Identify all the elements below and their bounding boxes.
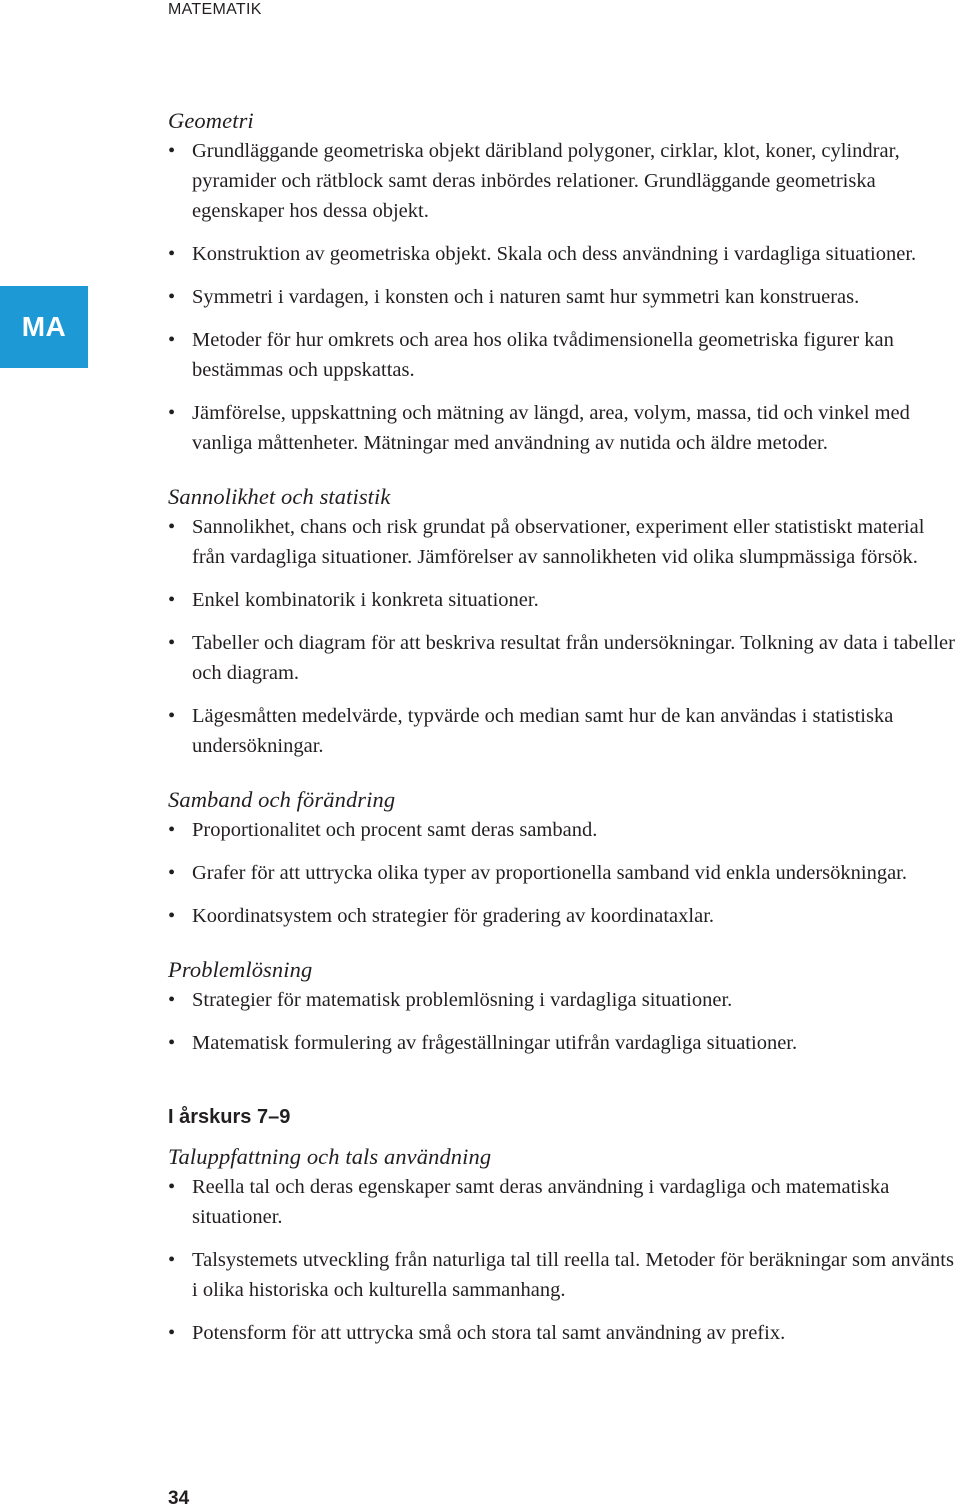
list-item-text: Strategier för matematisk problemlösning i vardagliga situationer. xyxy=(192,989,733,1011)
list-item-text: Tabeller och diagram för att beskriva resultat från undersökningar. Tolkning av data i tabeller och diagram. xyxy=(192,632,955,684)
bullet-icon: • xyxy=(168,1322,176,1344)
bullet-icon: • xyxy=(168,819,176,841)
list-item-text: Proportionalitet och procent samt deras samband. xyxy=(192,819,598,841)
list-item-text: Jämförelse, uppskattning och mätning av längd, area, volym, massa, tid och vinkel med vanliga måttenheter. Mätningar med användning av nutida och äldre metoder. xyxy=(192,402,910,454)
bullet-icon: • xyxy=(168,632,176,654)
bullet-list xyxy=(168,1172,960,1348)
list-item-text: Metoder för hur omkrets och area hos olika tvådimensionella geometriska figurer kan bestämmas och uppskattas. xyxy=(192,329,894,381)
list-item xyxy=(168,239,960,269)
bullet-list xyxy=(168,985,960,1058)
bullet-icon: • xyxy=(168,243,176,265)
list-item-text: Potensform för att uttrycka små och stora tal samt användning av prefix. xyxy=(192,1322,786,1344)
list-item xyxy=(168,136,960,226)
content-section xyxy=(168,480,960,761)
sections-group-a xyxy=(168,104,960,1058)
list-item xyxy=(168,585,960,615)
bullet-icon: • xyxy=(168,989,176,1011)
bullet-icon: • xyxy=(168,516,176,538)
bullet-icon: • xyxy=(168,286,176,308)
list-item-text: Grundläggande geometriska objekt däribland polygoner, cirklar, klot, koner, cylindrar, pyramider och rätblock samt deras inbördes relationer. Grundläggande geometriska egenskaper hos dessa objekt. xyxy=(192,140,900,222)
bullet-icon: • xyxy=(168,589,176,611)
list-item-text: Enkel kombinatorik i konkreta situationer. xyxy=(192,589,539,611)
list-item xyxy=(168,815,960,845)
grade-heading: I årskurs 7–9 xyxy=(168,1106,291,1128)
section-title: Taluppfattning och tals användning xyxy=(168,1144,492,1169)
list-item-text: Symmetri i vardagen, i konsten och i naturen samt hur symmetri kan konstrueras. xyxy=(192,286,860,308)
bullet-icon: • xyxy=(168,1176,176,1198)
content xyxy=(168,104,960,1370)
list-item xyxy=(168,701,960,761)
section-title: Problemlösning xyxy=(168,957,313,982)
content-section xyxy=(168,953,960,1058)
list-item xyxy=(168,1245,960,1305)
list-item-text: Matematisk formulering av frågeställningar utifrån vardagliga situationer. xyxy=(192,1032,798,1054)
list-item xyxy=(168,628,960,688)
bullet-icon: • xyxy=(168,402,176,424)
bullet-icon: • xyxy=(168,140,176,162)
bullet-icon: • xyxy=(168,1249,176,1271)
list-item-text: Lägesmåtten medelvärde, typvärde och median samt hur de kan användas i statistiska undersökningar. xyxy=(192,705,894,757)
list-item-text: Konstruktion av geometriska objekt. Skala och dess användning i vardagliga situationer. xyxy=(192,243,917,265)
subject-tab-label: MA xyxy=(21,311,67,342)
list-item-text: Grafer för att uttrycka olika typer av proportionella samband vid enkla undersökningar. xyxy=(192,862,907,884)
bullet-icon: • xyxy=(168,905,176,927)
section-title: Geometri xyxy=(168,108,254,133)
list-item-text: Reella tal och deras egenskaper samt deras användning i vardagliga och matematiska situationer. xyxy=(192,1176,890,1228)
section-title: Samband och förändring xyxy=(168,787,396,812)
bullet-icon: • xyxy=(168,329,176,351)
list-item xyxy=(168,325,960,385)
bullet-list xyxy=(168,512,960,761)
content-section xyxy=(168,104,960,458)
bullet-icon: • xyxy=(168,705,176,727)
list-item-text: Koordinatsystem och strategier för gradering av koordinataxlar. xyxy=(192,905,715,927)
running-header: MATEMATIK xyxy=(168,1,262,18)
list-item xyxy=(168,1318,960,1348)
bullet-icon: • xyxy=(168,1032,176,1054)
list-item xyxy=(168,1172,960,1232)
bullet-list xyxy=(168,136,960,458)
list-item-text: Sannolikhet, chans och risk grundat på observationer, experiment eller statistiskt material från vardagliga situationer. Jämförelser av sannolikheten vid olika slumpmässiga försök. xyxy=(192,516,925,568)
list-item xyxy=(168,282,960,312)
list-item xyxy=(168,858,960,888)
list-item xyxy=(168,901,960,931)
bullet-list xyxy=(168,815,960,931)
list-item xyxy=(168,985,960,1015)
subject-tab xyxy=(0,286,88,368)
sections-group-b xyxy=(168,1140,960,1348)
bullet-icon: • xyxy=(168,862,176,884)
list-item-text: Talsystemets utveckling från naturliga tal till reella tal. Metoder för beräkningar som använts i olika historiska och kulturella sammanhang. xyxy=(192,1249,954,1301)
list-item xyxy=(168,1028,960,1058)
content-section xyxy=(168,783,960,931)
content-section xyxy=(168,1140,960,1348)
page-number: 34 xyxy=(168,1488,190,1509)
section-title: Sannolikhet och statistik xyxy=(168,484,391,509)
list-item xyxy=(168,398,960,458)
list-item xyxy=(168,512,960,572)
